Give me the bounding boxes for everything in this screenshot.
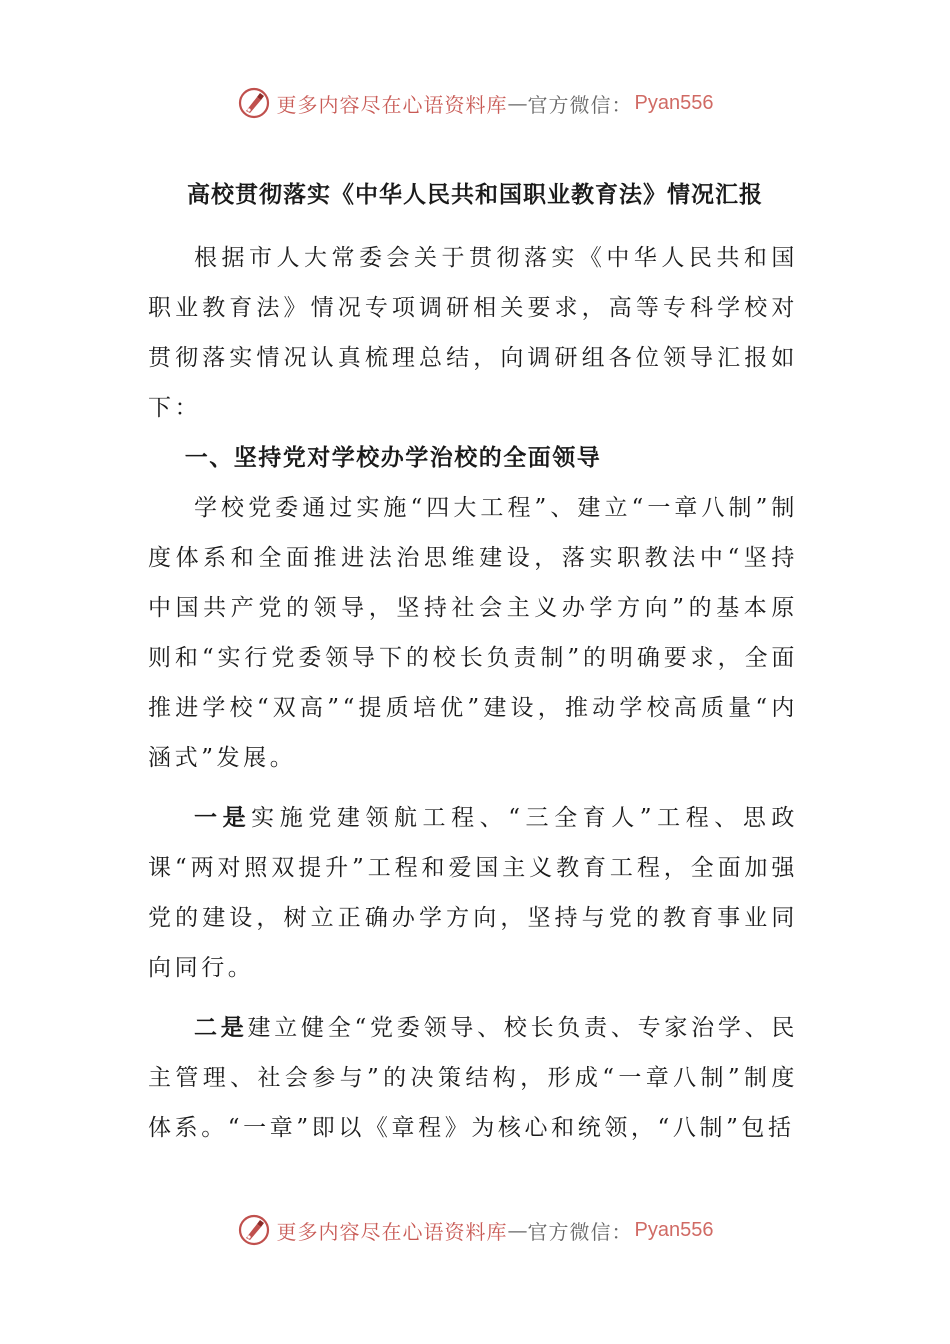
item-2-text: 建立健全“党委领导、校长负责、专家治学、民主管理、社会参与”的决策结构，形成“一章八制”制度体系。“一章”即以《章程》为核心和统领，“八制”包括 — [148, 1015, 798, 1141]
section-1-heading: 一、坚持党对学校办学治校的全面领导 — [184, 444, 602, 471]
intro-paragraph: 根据市人大常委会关于贯彻落实《中华人民共和国职业教育法》情况专项调研相关要求，高等专科学校对贯彻落实情况认真梳理总结，向调研组各位领导汇报如下： — [148, 245, 798, 421]
watermark-wechat-label: 官方微信： — [527, 1219, 633, 1244]
item-2-paragraph — [148, 1003, 798, 1153]
watermark-main-text: 更多内容尽在心语资料库 — [276, 92, 508, 117]
pen-nib-logo-icon — [237, 86, 271, 120]
watermark-wechat-label: 官方微信： — [527, 92, 633, 117]
pen-nib-logo-icon — [237, 1213, 271, 1247]
watermark-footer — [0, 1213, 950, 1247]
watermark-dash: — — [507, 91, 528, 115]
document-title: 高校贯彻落实《中华人民共和国职业教育法》情况汇报 — [187, 181, 763, 208]
watermark-main-text: 更多内容尽在心语资料库 — [276, 1219, 508, 1244]
section-1-paragraph: 学校党委通过实施“四大工程”、建立“一章八制”制度体系和全面推进法治思维建设，落实职教法中“坚持中国共产党的领导，坚持社会主义办学方向”的基本原则和“实行党委领导下的校长负责制”的明确要求，全面推进学校“双高”“提质培优”建设，推动学校高质量“内涵式”发展。 — [148, 495, 798, 771]
watermark-header — [0, 86, 950, 120]
watermark-dash: — — [507, 1218, 528, 1242]
watermark-wechat-id: Pyan556 — [634, 1218, 714, 1241]
item-1-paragraph — [148, 793, 798, 993]
item-1-lead: 一是 — [194, 804, 252, 831]
item-2-lead: 二是 — [194, 1014, 248, 1041]
document-body — [148, 233, 798, 1153]
watermark-wechat-id: Pyan556 — [634, 91, 714, 114]
item-1-text: 实施党建领航工程、“三全育人”工程、思政课“两对照双提升”工程和爱国主义教育工程，全面加强党的建设，树立正确办学方向，坚持与党的教育事业同向同行。 — [148, 805, 798, 981]
